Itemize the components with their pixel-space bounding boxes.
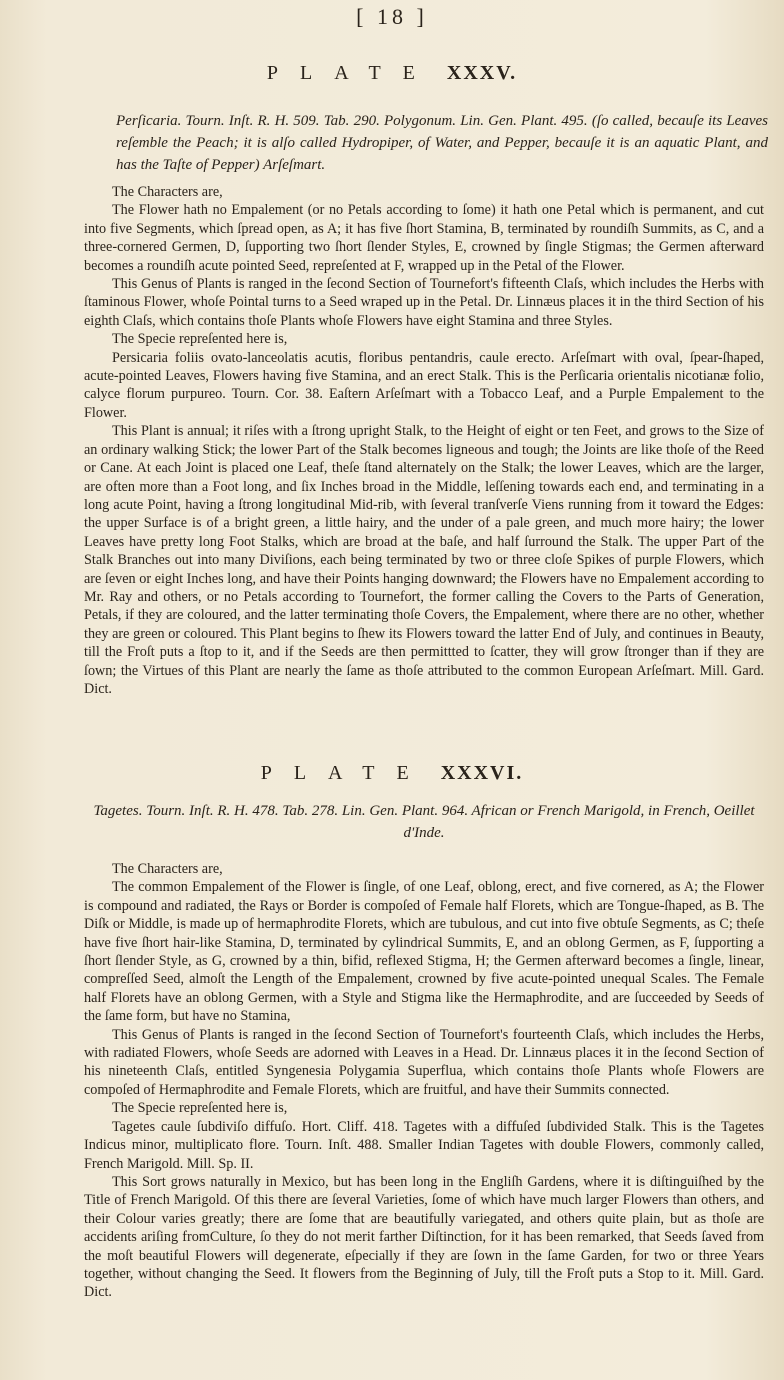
paragraph: The Specie repreſented here is, (112, 331, 288, 348)
paragraph: This Genus of Plants is ranged in the ſecond Section of Tournefort's fourteenth Claſs, which includes the Herbs, with radiated Flowers, whoſe Seeds are adorned with Leaves in a Head. Dr. Linnæus places it in the ſecond Section of his nineteenth Claſs, entitled Syngenesia Polygamia Superflua, which contains thoſe Plants whoſe Flowers are compoſed of Hermaphrodite and Female Florets, which are fruitful, and have their Summits connected. (84, 1026, 764, 1098)
plate-number: XXXV. (446, 62, 518, 84)
plate-word: PLATE (266, 62, 437, 84)
paragraph: The common Empalement of the Flower is ſingle, of one Leaf, oblong, erect, and five cornered, as A; the Flower is compound and radiated, the Rays or Border is compoſed of Female half Florets, which are Tongue-ſhaped, as B. The Diſk or Middle, is made up of hermaphrodite Florets, which are tubulous, and cut into five obtuſe Segments, as C; theſe have five ſhort hair-like Stamina, D, terminated by cylindrical Summits, E, and an oblong Germen, as F, ſupporting a ſhort ſlender Style, as G, crowned by a thin, bifid, reflexed Stigma, H; the Germen afterward becomes a ſingle, linear, compreſſed Seed, almoſt the Length of the Empalement, crowned by five acute-pointed unequal Scales. The Female half Florets have an oblong Germen, with a Style and Stigma like the Hermaphrodite, and are ſucceeded by Seeds of the ſame form, but have no Stamina, (84, 879, 764, 1025)
paragraph: The Flower hath no Empalement (or no Petals according to ſome) it hath one Petal which is permanent, and cut into five Segments, which ſpread open, as A; it has five ſhort Stamina, B, terminated by roundiſh Summits, as C, and a three-cornered Germen, D, ſupporting two ſhort ſlender Styles, E, crowned by ſingle Stigmas; the Germen afterward becomes a roundiſh acute pointed Seed, repreſented at F, wrapped up in the Petal of the Flower. (84, 202, 764, 274)
paragraph: Tagetes caule ſubdiviſo diffuſo. Hort. Cliff. 418. Tagetes with a diffuſed ſubdivided Stalk. This is the Tagetes Indicus minor, multiplicato flore. Tourn. Inſt. 488. Smaller Indian Tagetes with double Flowers, commonly called, French Marigold. Mill. Sp. II. (84, 1118, 764, 1172)
plate-text (84, 183, 764, 698)
paragraph: This Plant is annual; it riſes with a ſtrong upright Stalk, to the Height of eight or ten Feet, and grows to the Size of an ordinary walking Stick; the lower Part of the Stalk becomes ligneous and tough; the Joints are like thoſe of the Reed or Cane. At each Joint is placed one Leaf, theſe ſtand alternately on the Stalk; the lower Leaves, which are the larger, are often more than a Foot long, and ſix Inches broad in the Middle, leſſening towards each end, and terminating in a long acute Point, having a ſtrong longitudinal Mid-rib, with ſeveral tranſverſe Viens running from it toward the Edges: the upper Surface is of a bright green, a little hairy, and the under of a pale green, and much more hairy; the lower Leaves have pretty long Foot Stalks, which are broad at the baſe, and half ſurround the Stalk. The upper Part of the Stalk Branches out into many Diviſions, each being terminated by two or three cloſe Spikes of purple Flowers, which are ſeven or eight Inches long, and have their Points hanging downward; the Flowers have no Empalement according to Mr. Ray and others, or no Petals according to Tournefort, the former calling the Covers to the Parts of Generation, Petals, if they are coloured, and the latter terminating thoſe Covers, the Empalement, where there are no other, whether they are green or coloured. This Plant begins to ſhew its Flowers toward the latter End of July, and continues in Beauty, till the Froſt puts a ſtop to it, and if the Seeds are then permittted to ſcatter, they will grow ſtronger than if they are ſown; the Virtues of this Plant are nearly the ſame as thoſe attributed to the common European Arſeſmart. Mill. Gard. Dict. (84, 423, 764, 697)
plate-intro: Perſicaria. Tourn. Inſt. R. H. 509. Tab. 290. Polygonum. Lin. Gen. Plant. 495. (ſo called, becauſe its Leaves reſemble the Peach; it is alſo called Hydropiper, of Water, and Pepper, becauſe it is an aquatic Plant, and has the Taſte of Pepper) Arſeſmart. (116, 113, 768, 173)
plate-heading (0, 62, 784, 85)
plate-number: XXXVI. (440, 762, 524, 784)
paragraph: This Genus of Plants is ranged in the ſecond Section of Tournefort's fifteenth Claſs, which includes the Herbs with ſtaminous Flower, whoſe Pointal turns to a Seed wraped up in the Petal. Dr. Linnæus places it in the third Section of his eighth Claſs, which contains thoſe Plants whoſe Flowers have eight Stamina and three Styles. (84, 276, 764, 329)
paragraph: Persicaria foliis ovato-lanceolatis acutis, floribus pentandris, caule erecto. Arſeſmart with oval, ſpear-ſhaped, acute-pointed Leaves, Flowers having five Stamina, and an erect Stalk. This is the Perſicaria orientalis nicotianæ folio, calyce florum purpureo. Tourn. Cor. 38. Eaſtern Arſeſmart with a Tobacco Leaf, and a Purple Empalement to the Flower. (84, 349, 764, 421)
page-number: [ 18 ] (356, 4, 428, 29)
plate-text (84, 860, 764, 1302)
paragraph: The Characters are, (112, 184, 223, 200)
paragraph: The Characters are, (112, 861, 223, 877)
plate-word: PLATE (260, 762, 431, 784)
plate-intro: Tagetes. Tourn. Inſt. R. H. 478. Tab. 278. Lin. Gen. Plant. 964. African or French Marigold, in French, Oeillet d'Inde. (93, 803, 755, 841)
paragraph: This Sort grows naturally in Mexico, but has been long in the Engliſh Gardens, where it is diſtinguiſhed by the Title of French Marigold. Of this there are ſeveral Varieties, ſome of which have much larger Flowers than others, and their Colour varies greatly; there are ſome that are beautifully variegated, and others quite plain, but as thoſe are accidents ariſing fromCulture, ſo they do not merit farther Diſtinction, for it has been remarked, that Seeds ſaved from the moſt beautiful Flowers will degenerate, eſpecially if they are ſown in the ſame Garden, for two or three Years together, without changing the Seed. It flowers from the Beginning of July, till the Froſt puts a Stop to it. Mill. Gard. Dict. (84, 1173, 764, 1301)
plate-heading (0, 762, 784, 785)
paragraph: The Specie repreſented here is, (112, 1100, 288, 1117)
